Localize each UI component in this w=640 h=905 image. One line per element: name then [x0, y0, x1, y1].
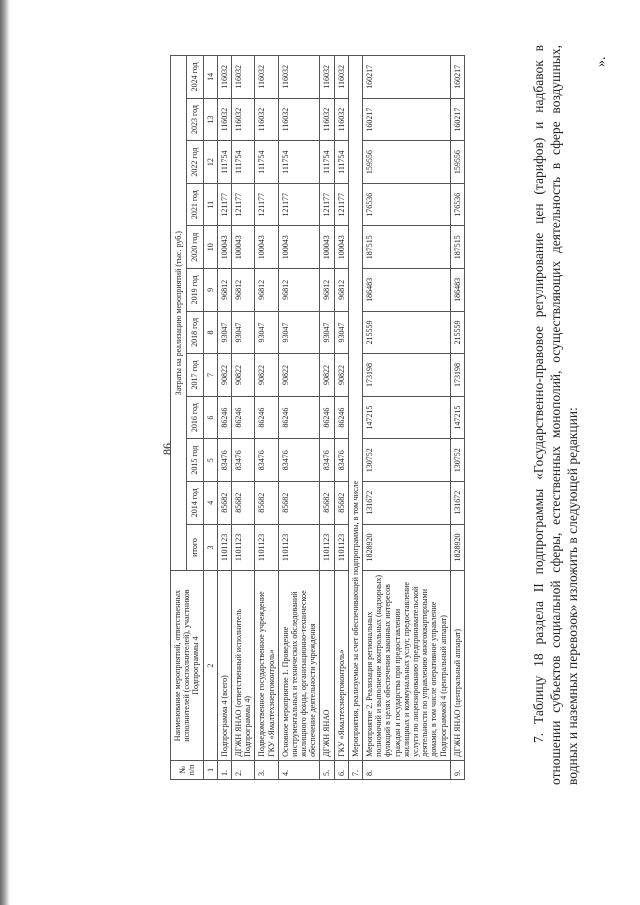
row-value: 159556 — [450, 141, 464, 184]
numbering-cell: 4 — [203, 481, 217, 524]
row-value: 176536 — [363, 183, 451, 226]
amendment-paragraph: 7. Таблицу 18 раздела II подпрограммы «Государственно-правовое регулирование цен (тарифов) и надбавок в отношении субъектов социальной сферы, естественных монополий, осуществляющих деятельность в сфере воздушных, водных и наземных перевозок» изложить в следующей редакции: — [531, 45, 580, 785]
row-value: 96812 — [334, 269, 348, 312]
row-name: ДГЖН ЯНАО (ответственный исполнитель Подпрограммы 4) — [231, 571, 254, 760]
row-number: 3. — [255, 760, 278, 779]
numbering-cell: 13 — [203, 98, 217, 141]
row-name: ДГЖН ЯНАО (центральный аппарат) — [450, 571, 464, 760]
row-name: ДГЖН ЯНАО — [320, 571, 334, 760]
row-value: 90822 — [255, 354, 278, 397]
row-number: 4. — [278, 760, 320, 779]
row-value: 116032 — [217, 98, 231, 141]
header-num: № п/п — [171, 760, 204, 779]
row-value: 121177 — [217, 183, 231, 226]
numbering-cell: 3 — [203, 524, 217, 571]
row-value: 173198 — [450, 354, 464, 397]
row-number: 7. — [348, 760, 362, 779]
header-total: итого — [187, 524, 203, 571]
closing-quote: ». — [594, 56, 609, 67]
row-value: 90822 — [278, 354, 320, 397]
row-value: 85682 — [231, 481, 254, 524]
numbering-cell: 9 — [203, 269, 217, 312]
row-value: 176536 — [450, 183, 464, 226]
row-value: 121177 — [255, 183, 278, 226]
row-value: 111754 — [217, 141, 231, 184]
row-value: 116032 — [334, 98, 348, 141]
numbering-cell: 12 — [203, 141, 217, 184]
row-value: 83476 — [231, 439, 254, 482]
row-value: 96812 — [278, 269, 320, 312]
row-value: 1101123 — [320, 524, 334, 571]
row-value: 96812 — [255, 269, 278, 312]
table-row — [334, 56, 348, 780]
header-year: 2014 год — [187, 481, 203, 524]
row-value: 86246 — [217, 396, 231, 439]
row-name: ГКУ «Ямалтехэнергоконтроль» — [334, 571, 348, 760]
header-year: 2021 год — [187, 183, 203, 226]
row-value: 86246 — [334, 396, 348, 439]
header-year: 2017 год — [187, 354, 203, 397]
numbering-cell: 11 — [203, 183, 217, 226]
row-value: 215559 — [450, 311, 464, 354]
table-row — [450, 56, 464, 780]
row-value: 100043 — [231, 226, 254, 269]
row-number: 1. — [217, 760, 231, 779]
costs-table — [170, 55, 465, 780]
row-value: 100043 — [217, 226, 231, 269]
row-number: 2. — [231, 760, 254, 779]
row-value: 85682 — [334, 481, 348, 524]
row-value: 85682 — [278, 481, 320, 524]
row-value: 116032 — [217, 56, 231, 99]
row-value: 100043 — [278, 226, 320, 269]
table-row — [217, 56, 231, 780]
row-value: 160217 — [363, 98, 451, 141]
row-value: 111754 — [255, 141, 278, 184]
row-value: 96812 — [231, 269, 254, 312]
numbering-cell: 7 — [203, 354, 217, 397]
row-value: 131672 — [363, 481, 451, 524]
row-value: 85682 — [255, 481, 278, 524]
row-value: 85682 — [217, 481, 231, 524]
table-row — [320, 56, 334, 780]
row-value: 1828920 — [450, 524, 464, 571]
header-year: 2019 год — [187, 269, 203, 312]
row-value: 90822 — [231, 354, 254, 397]
row-value: 131672 — [450, 481, 464, 524]
header-name: Наименование мероприятий, ответственных исполнителей (соисполнителей), участников Подпрограммы 4 — [171, 571, 204, 760]
row-value: 1828920 — [363, 524, 451, 571]
row-value: 83476 — [255, 439, 278, 482]
row-value: 130752 — [363, 439, 451, 482]
row-value: 215559 — [363, 311, 451, 354]
row-value: 111754 — [334, 141, 348, 184]
row-value: 160217 — [450, 98, 464, 141]
row-name: Мероприятие 2. Реализация региональных полномочий и выполнение контрольных (надзорных) функций в целях обеспечения законных интересов граждан и государства при предоставлении жилищных и коммунальных услуг, предоставление услуги по лицензированию предпринимательской деятельности по управлению многоквартирными домами, в том числе оперативное управление Подпрограммой 4 (центральный аппарат) — [363, 571, 451, 760]
row-value: 100043 — [334, 226, 348, 269]
numbering-cell: 6 — [203, 396, 217, 439]
row-name: Основное мероприятие 1. Проведение инструментальных и технических обследований жилищного фонда, организационно-техническое обеспечение деятельности учреждения — [278, 571, 320, 760]
row-value: 160217 — [450, 56, 464, 99]
row-value: 93047 — [231, 311, 254, 354]
row-value: 96812 — [320, 269, 334, 312]
row-value: 116032 — [231, 56, 254, 99]
row-number: 5. — [320, 760, 334, 779]
row-value: 173198 — [363, 354, 451, 397]
row-value: 1101123 — [217, 524, 231, 571]
row-value: 147215 — [450, 396, 464, 439]
row-value: 186483 — [450, 269, 464, 312]
row-value: 116032 — [278, 56, 320, 99]
row-value: 121177 — [231, 183, 254, 226]
row-value: 116032 — [231, 98, 254, 141]
row-value: 100043 — [320, 226, 334, 269]
row-value: 85682 — [320, 481, 334, 524]
row-value: 83476 — [217, 439, 231, 482]
table-row — [363, 56, 451, 780]
numbering-cell: 2 — [203, 571, 217, 760]
row-value: 111754 — [320, 141, 334, 184]
row-span-label: Мероприятия, реализуемые за счет обеспечивающей подпрограммы, в том числе — [348, 56, 362, 761]
row-value: 1101123 — [278, 524, 320, 571]
header-year: 2022 год — [187, 141, 203, 184]
numbering-cell: 10 — [203, 226, 217, 269]
header-year: 2015 год — [187, 439, 203, 482]
row-value: 116032 — [278, 98, 320, 141]
row-value: 116032 — [334, 56, 348, 99]
row-value: 90822 — [320, 354, 334, 397]
table-row — [278, 56, 320, 780]
numbering-cell: 5 — [203, 439, 217, 482]
row-value: 90822 — [334, 354, 348, 397]
row-number: 6. — [334, 760, 348, 779]
row-value: 96812 — [217, 269, 231, 312]
row-value: 86246 — [320, 396, 334, 439]
table-row — [231, 56, 254, 780]
row-value: 83476 — [278, 439, 320, 482]
header-year: 2020 год — [187, 226, 203, 269]
table-row — [255, 56, 278, 780]
row-number: 8. — [363, 760, 451, 779]
row-value: 93047 — [255, 311, 278, 354]
row-value: 1101123 — [334, 524, 348, 571]
row-value: 187515 — [450, 226, 464, 269]
row-value: 187515 — [363, 226, 451, 269]
header-year: 2018 год — [187, 311, 203, 354]
row-value: 1101123 — [231, 524, 254, 571]
row-value: 111754 — [231, 141, 254, 184]
page-number: 86 — [160, 443, 174, 455]
row-value: 116032 — [255, 98, 278, 141]
row-value: 121177 — [334, 183, 348, 226]
row-value: 93047 — [334, 311, 348, 354]
numbering-cell: 14 — [203, 56, 217, 99]
row-value: 83476 — [320, 439, 334, 482]
row-value: 147215 — [363, 396, 451, 439]
row-value: 160217 — [363, 56, 451, 99]
row-value: 93047 — [217, 311, 231, 354]
row-value: 121177 — [320, 183, 334, 226]
header-year: 2024 год — [187, 56, 203, 99]
row-value: 93047 — [320, 311, 334, 354]
row-value: 90822 — [217, 354, 231, 397]
row-value: 130752 — [450, 439, 464, 482]
row-value: 111754 — [278, 141, 320, 184]
header-costs-title: Затраты на реализацию мероприятий (тыс. руб.) — [171, 56, 187, 571]
row-value: 100043 — [255, 226, 278, 269]
row-name: Подведомственное государственное учреждение ГКУ «Ямалтехэнергоконтроль» — [255, 571, 278, 760]
table-body — [203, 56, 464, 780]
header-year: 2016 год — [187, 396, 203, 439]
row-value: 116032 — [320, 56, 334, 99]
table-row — [348, 56, 362, 780]
row-value: 116032 — [255, 56, 278, 99]
numbering-cell: 1 — [203, 760, 217, 779]
numbering-row — [203, 56, 217, 780]
row-name: Подпрограмма 4 (всего) — [217, 571, 231, 760]
row-value: 1101123 — [255, 524, 278, 571]
header-row-1 — [171, 56, 187, 780]
header-year: 2023 год — [187, 98, 203, 141]
row-value: 83476 — [334, 439, 348, 482]
row-number: 9. — [450, 760, 464, 779]
row-value: 116032 — [320, 98, 334, 141]
numbering-cell: 8 — [203, 311, 217, 354]
row-value: 186483 — [363, 269, 451, 312]
row-value: 86246 — [278, 396, 320, 439]
row-value: 86246 — [231, 396, 254, 439]
row-value: 159556 — [363, 141, 451, 184]
row-value: 93047 — [278, 311, 320, 354]
row-value: 121177 — [278, 183, 320, 226]
row-value: 86246 — [255, 396, 278, 439]
